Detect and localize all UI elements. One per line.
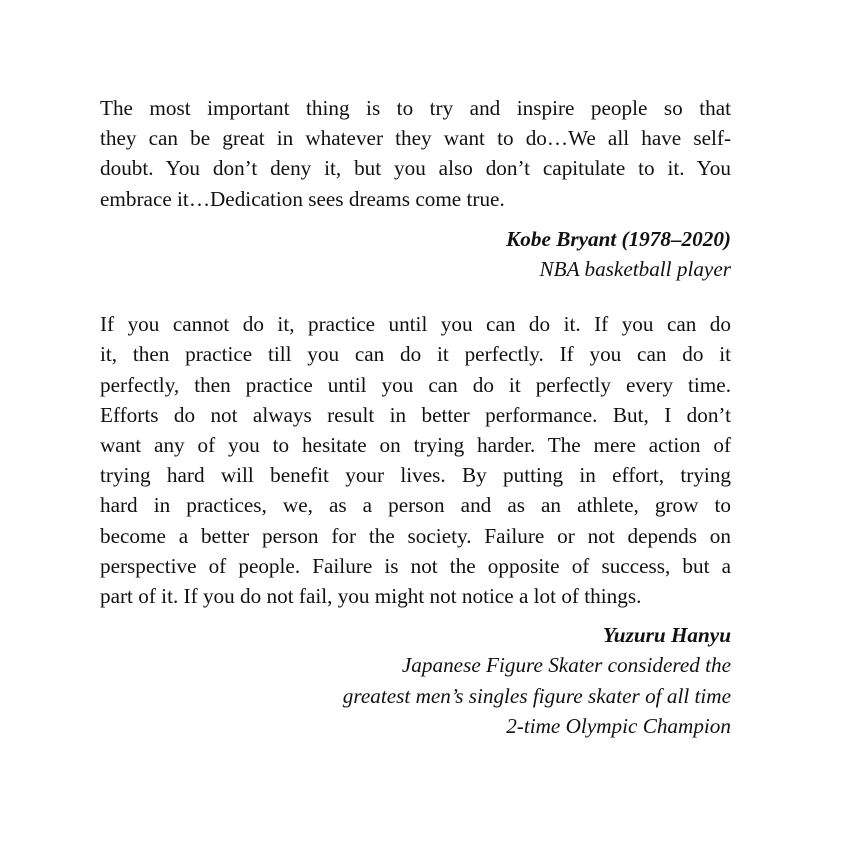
quote-text — [100, 93, 731, 214]
quote-line: embrace it…Dedication sees dreams come true. — [100, 186, 505, 211]
quote-line: part of it. If you do not fail, you might not notice a lot of things. — [100, 584, 642, 609]
quote-line: Efforts do not always result in better performance. But, I don’t — [100, 402, 731, 427]
quote-line: perfectly, then practice until you can do it perfectly every time. — [100, 372, 731, 397]
document-page — [100, 93, 731, 741]
quote-line: trying hard will benefit your lives. By putting in effort, trying — [100, 463, 731, 488]
quote-line: The most important thing is to try and inspire people so that — [100, 96, 731, 120]
quote-block-kobe — [100, 93, 731, 284]
quote-block-hanyu — [100, 309, 731, 741]
quote-line: they can be great in whatever they want to do…We all have self- — [100, 126, 731, 151]
quote-text — [100, 309, 731, 611]
quote-line: perspective of people. Failure is not the opposite of success, but a — [100, 553, 731, 578]
quote-line: want any of you to hesitate on trying harder. The mere action of — [100, 433, 731, 458]
author-descriptor: NBA basketball player — [539, 257, 731, 282]
author-descriptor: greatest men’s singles figure skater of all time — [342, 683, 731, 708]
quote-line: it, then practice till you can do it perfectly. If you can do it — [100, 342, 731, 367]
attribution — [100, 224, 731, 284]
author-name: Yuzuru Hanyu — [602, 623, 731, 648]
author-descriptor: Japanese Figure Skater considered the — [401, 653, 731, 678]
attribution — [100, 620, 731, 741]
quote-line: hard in practices, we, as a person and as an athlete, grow to — [100, 493, 731, 518]
quote-line: doubt. You don’t deny it, but you also don’t capitulate to it. You — [100, 156, 731, 181]
author-descriptor: 2-time Olympic Champion — [506, 713, 731, 738]
author-name: Kobe Bryant (1978–2020) — [506, 226, 731, 251]
quote-line: If you cannot do it, practice until you can do it. If you can do — [100, 312, 731, 337]
quote-line: become a better person for the society. Failure or not depends on — [100, 523, 731, 548]
